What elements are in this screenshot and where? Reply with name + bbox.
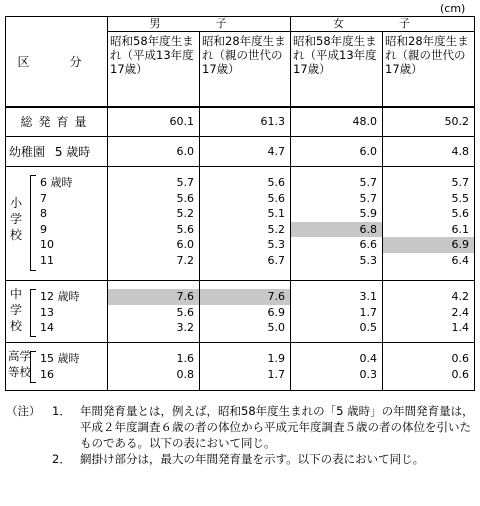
high-ages	[40, 351, 80, 382]
value: 2.4	[451, 305, 469, 319]
value: 3.2	[176, 321, 194, 335]
value: 3.1	[359, 290, 377, 303]
value: 5.7	[176, 176, 194, 189]
unit-label: (cm)	[440, 2, 466, 15]
age-label: 7	[40, 191, 47, 205]
sub-header: 昭和58年度生まれ（平成13年度17歳）	[108, 32, 200, 107]
sub-header: 昭和28年度生まれ（親の世代の17歳）	[383, 32, 475, 107]
age-label: 8	[40, 207, 47, 221]
note-number: 2．	[52, 452, 71, 466]
male-header: 男 子	[108, 17, 291, 32]
sub-header: 昭和58年度生まれ（平成13年度17歳）	[291, 32, 383, 107]
kinder-value: 4.7	[200, 137, 291, 167]
junior-col	[383, 281, 475, 343]
elementary-col	[383, 167, 475, 281]
kinder-group: 幼稚園	[9, 145, 46, 159]
junior-ages	[40, 289, 80, 336]
value: 5.9	[359, 207, 377, 221]
kinder-age: 5 歳時	[54, 145, 91, 159]
elementary-col	[108, 167, 200, 281]
high-label	[6, 343, 108, 391]
kubun-header: 区 分	[6, 17, 108, 107]
high-col	[200, 343, 291, 391]
high-col	[383, 343, 475, 391]
value: 6.0	[176, 238, 194, 252]
bracket	[30, 289, 36, 337]
value: 5.6	[176, 222, 194, 236]
value: 5.2	[176, 207, 194, 221]
notes	[6, 403, 476, 467]
bracket	[30, 175, 36, 271]
value: 4.2	[451, 290, 469, 303]
value: 0.4	[359, 352, 377, 365]
max-value: 7.6	[267, 290, 285, 303]
bracket	[30, 351, 36, 383]
total-value: 48.0	[291, 107, 383, 137]
max-value: 6.8	[359, 222, 377, 236]
value: 5.7	[359, 191, 377, 205]
value: 5.2	[267, 222, 285, 236]
value: 6.4	[451, 253, 469, 267]
elementary-group: 小学校	[10, 196, 23, 242]
value: 1.6	[176, 352, 194, 365]
note-text: 年間発育量とは，例えば，昭和58年度生まれの「5 歳時」の年間発育量は，平成２年度調査６歳の者の体位から平成元年度調査５歳の者の体位を引いたものである。以下の表において同じ。	[80, 404, 474, 450]
value: 6.7	[267, 253, 285, 267]
value: 5.6	[451, 207, 469, 221]
value: 5.0	[267, 321, 285, 335]
value: 0.6	[451, 352, 469, 365]
value: 7.2	[176, 253, 194, 267]
value: 5.7	[451, 176, 469, 189]
notes-prefix: （注）	[6, 404, 41, 418]
high-group: 高学等校	[8, 349, 31, 379]
total-value: 50.2	[383, 107, 475, 137]
value: 6.1	[451, 222, 469, 236]
age-label: 10	[40, 238, 54, 252]
total-value: 60.1	[108, 107, 200, 137]
kinder-value: 6.0	[108, 137, 200, 167]
value: 5.3	[359, 253, 377, 267]
value: 6.9	[267, 305, 285, 319]
junior-col	[200, 281, 291, 343]
sub-header: 昭和28年度生まれ（親の世代の17歳）	[200, 32, 291, 107]
max-value: 7.6	[176, 290, 194, 303]
junior-group: 中学校	[10, 287, 23, 333]
value: 5.6	[176, 191, 194, 205]
total-value: 61.3	[200, 107, 291, 137]
note-number: 1．	[52, 404, 71, 418]
total-label: 総発育量	[6, 107, 108, 137]
age-label: 14	[40, 321, 54, 335]
value: 1.7	[267, 367, 285, 381]
high-col	[108, 343, 200, 391]
age-label: 13	[40, 305, 54, 319]
growth-table	[5, 16, 475, 391]
age-label: 15 歳時	[40, 352, 80, 365]
age-label: 16	[40, 367, 54, 381]
value: 1.7	[359, 305, 377, 319]
value: 0.6	[451, 367, 469, 381]
value: 5.7	[359, 176, 377, 189]
note-text: 網掛け部分は，最大の年間発育量を示す。以下の表において同じ。	[80, 452, 425, 466]
value: 5.1	[267, 207, 285, 221]
junior-label	[6, 281, 108, 343]
junior-col	[291, 281, 383, 343]
value: 6.6	[359, 238, 377, 252]
age-label: 12 歳時	[40, 290, 80, 303]
value: 1.9	[267, 352, 285, 365]
junior-col	[108, 281, 200, 343]
high-col	[291, 343, 383, 391]
elementary-col	[291, 167, 383, 281]
elementary-col	[200, 167, 291, 281]
age-label: 6 歳時	[40, 176, 73, 189]
kinder-value: 4.8	[383, 137, 475, 167]
value: 0.3	[359, 367, 377, 381]
elementary-label	[6, 167, 108, 281]
elementary-ages	[40, 175, 73, 269]
value: 5.3	[267, 238, 285, 252]
value: 5.5	[451, 191, 469, 205]
max-value: 6.9	[451, 238, 469, 252]
value: 0.8	[176, 367, 194, 381]
kinder-value: 6.0	[291, 137, 383, 167]
female-header: 女 子	[291, 17, 475, 32]
kinder-label	[6, 137, 108, 167]
value: 1.4	[451, 321, 469, 335]
value: 5.6	[176, 305, 194, 319]
value: 5.6	[267, 191, 285, 205]
age-label: 11	[40, 253, 54, 267]
value: 0.5	[359, 321, 377, 335]
age-label: 9	[40, 222, 47, 236]
value: 5.6	[267, 176, 285, 189]
